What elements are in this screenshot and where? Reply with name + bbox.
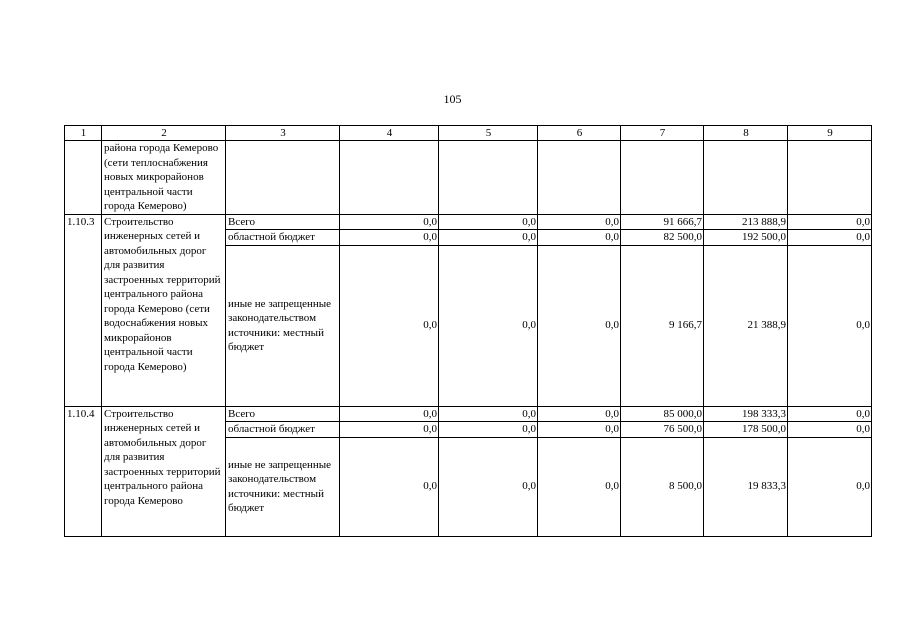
value-cell: 91 666,7 — [621, 214, 704, 230]
value-cell: 76 500,0 — [621, 422, 704, 438]
value-cell: 0,0 — [439, 214, 538, 230]
header-cell: 2 — [102, 126, 226, 141]
value-cell — [439, 141, 538, 215]
value-cell: 8 500,0 — [621, 437, 704, 536]
item-code: 1.10.4 — [65, 406, 102, 536]
source-label: иные не запрещенные законодательством источники: местный бюджет — [226, 245, 340, 406]
header-row — [65, 126, 872, 141]
source-label: Всего — [226, 406, 340, 422]
table-row — [65, 406, 872, 422]
value-cell: 0,0 — [788, 245, 872, 406]
header-cell: 6 — [538, 126, 621, 141]
source-label: иные не запрещенные законодательством источники: местный бюджет — [226, 437, 340, 536]
header-cell: 1 — [65, 126, 102, 141]
item-name: Строительство инженерных сетей и автомобильных дорог для развития застроенных территорий центрального района города Кемерово — [102, 406, 226, 536]
budget-table — [64, 125, 872, 537]
source-label: областной бюджет — [226, 422, 340, 438]
value-cell: 0,0 — [788, 230, 872, 246]
value-cell: 178 500,0 — [704, 422, 788, 438]
source-label: Всего — [226, 214, 340, 230]
value-cell: 85 000,0 — [621, 406, 704, 422]
value-cell: 0,0 — [439, 422, 538, 438]
continuation-row — [65, 141, 872, 215]
table-row — [65, 214, 872, 230]
item-name: Строительство инженерных сетей и автомобильных дорог для развития застроенных территорий центрального района города Кемерово (сети водоснабжения новых микрорайонов центральной части города Кемерово) — [102, 214, 226, 406]
header-cell: 4 — [340, 126, 439, 141]
item-name: района города Кемерово (сети теплоснабжения новых микрорайонов центральной части города Кемерово) — [102, 141, 226, 215]
value-cell: 192 500,0 — [704, 230, 788, 246]
value-cell: 0,0 — [538, 230, 621, 246]
value-cell: 0,0 — [439, 245, 538, 406]
value-cell — [538, 141, 621, 215]
value-cell: 0,0 — [538, 406, 621, 422]
value-cell: 0,0 — [340, 245, 439, 406]
value-cell: 21 388,9 — [704, 245, 788, 406]
value-cell: 0,0 — [340, 437, 439, 536]
item-code: 1.10.3 — [65, 214, 102, 406]
value-cell: 0,0 — [340, 422, 439, 438]
value-cell: 82 500,0 — [621, 230, 704, 246]
value-cell: 9 166,7 — [621, 245, 704, 406]
value-cell: 0,0 — [340, 406, 439, 422]
value-cell: 0,0 — [538, 214, 621, 230]
value-cell: 0,0 — [439, 230, 538, 246]
page-number: 105 — [443, 92, 462, 106]
source-label: областной бюджет — [226, 230, 340, 246]
code-cell — [65, 141, 102, 215]
value-cell: 0,0 — [538, 437, 621, 536]
value-cell: 0,0 — [788, 406, 872, 422]
header-cell: 5 — [439, 126, 538, 141]
source-cell — [226, 141, 340, 215]
value-cell: 0,0 — [788, 422, 872, 438]
header-cell: 8 — [704, 126, 788, 141]
value-cell — [704, 141, 788, 215]
value-cell: 0,0 — [439, 406, 538, 422]
value-cell: 213 888,9 — [704, 214, 788, 230]
header-cell: 9 — [788, 126, 872, 141]
value-cell: 0,0 — [538, 245, 621, 406]
value-cell — [788, 141, 872, 215]
header-cell: 7 — [621, 126, 704, 141]
value-cell — [621, 141, 704, 215]
value-cell: 0,0 — [538, 422, 621, 438]
value-cell — [340, 141, 439, 215]
value-cell: 0,0 — [340, 230, 439, 246]
value-cell: 0,0 — [340, 214, 439, 230]
value-cell: 19 833,3 — [704, 437, 788, 536]
header-cell: 3 — [226, 126, 340, 141]
value-cell: 0,0 — [439, 437, 538, 536]
value-cell: 198 333,3 — [704, 406, 788, 422]
value-cell: 0,0 — [788, 214, 872, 230]
value-cell: 0,0 — [788, 437, 872, 536]
